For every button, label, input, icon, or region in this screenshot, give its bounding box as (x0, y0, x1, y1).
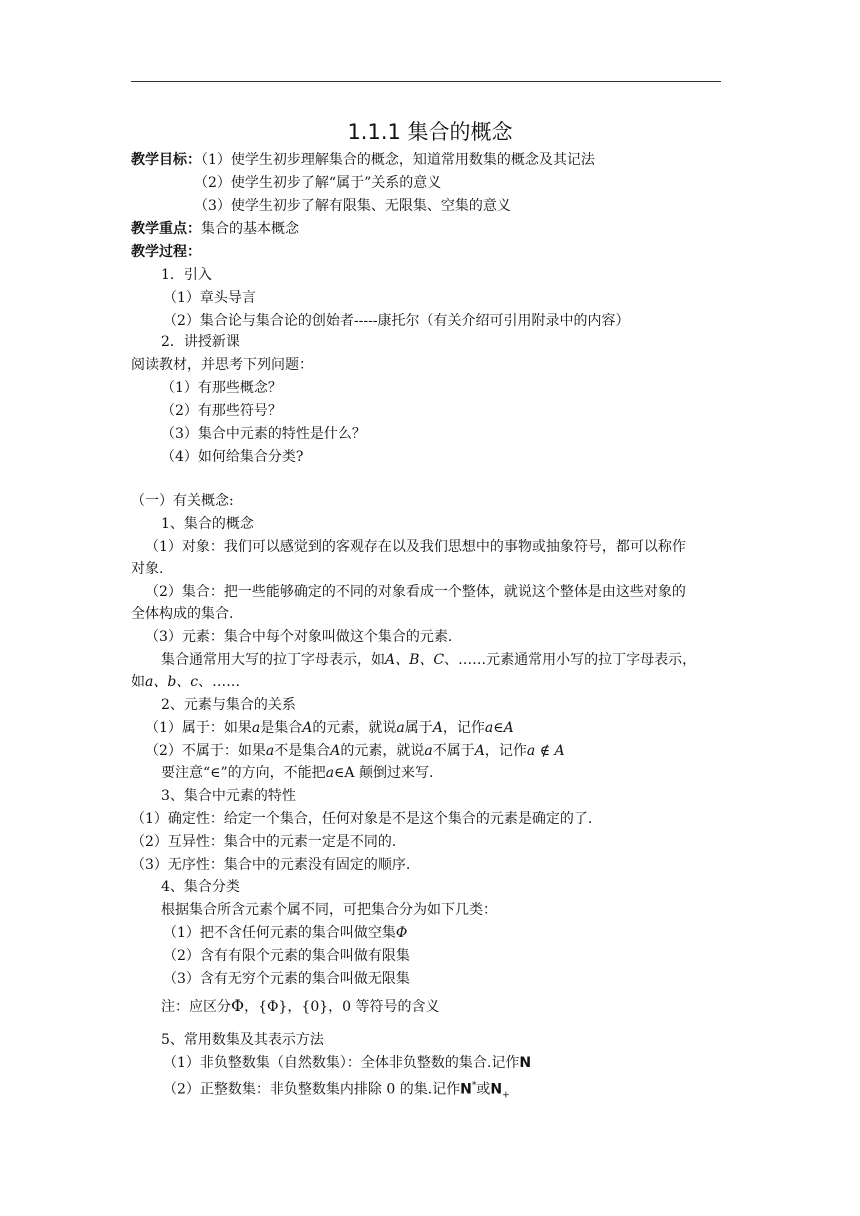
s4-note-d: {Φ} (258, 999, 288, 1015)
focus-line (131, 219, 299, 239)
belongs-d: A (302, 720, 313, 736)
s4-note-f: {0} (301, 999, 329, 1015)
s3-property-2: （2）互异性：集合中的元素一定是不同的. (131, 834, 397, 850)
s2-note-b: a (325, 765, 335, 781)
notation-text-1c: 、……元素通常用小写的拉丁字母表示， (444, 652, 697, 668)
s5-positive-symbol-2: N (490, 1081, 503, 1098)
s4-class-2: （2）含有有限个元素的集合叫做有限集 (163, 948, 410, 964)
notation-text-1a: 集合通常用大写的拉丁字母表示，如 (161, 652, 385, 668)
s5-heading: 5、常用数集及其表示方法 (161, 1032, 324, 1048)
notbelongs-a: （2）不属于：如果 (145, 743, 266, 759)
s4-class-1-symbol: Φ (395, 925, 408, 941)
belongs-c: 是集合 (260, 720, 303, 736)
notbelongs-j: a ∉ A (526, 743, 565, 759)
notation-text-1b: A、B、C (385, 652, 445, 668)
s4-note-e: ， (287, 999, 302, 1015)
notbelongs-g: 不属于 (432, 743, 475, 759)
s4-note-a: 注：应区分 (161, 999, 231, 1015)
intro-heading: 1．引入 (161, 267, 212, 283)
header-rule (131, 81, 721, 82)
notbelongs-c: 不是集合 (274, 743, 331, 759)
s2-belongs (145, 718, 514, 738)
s1-heading: 1、集合的概念 (161, 516, 254, 532)
belongs-e: 的元素，就说 (312, 720, 397, 736)
s3-property-3: （3）无序性：集合中的元素没有固定的顺序. (131, 857, 411, 873)
belongs-g: 属于 (404, 720, 433, 736)
belongs-i: ，记作 (442, 720, 485, 736)
notbelongs-e: 的元素，就说 (340, 743, 425, 759)
s5-positive-or: 或 (476, 1081, 491, 1098)
belongs-f: a (396, 720, 405, 736)
notbelongs-i: ，记作 (484, 743, 527, 759)
question-2: （2）有那些符号？ (161, 403, 282, 419)
s3-heading: 3、集合中元素的特性 (161, 788, 296, 804)
s1-object-line-1: （1）对象：我们可以感觉到的客观存在以及我们思想中的事物或抽象符号，都可以称作 (145, 539, 686, 555)
goal-1: （1）使学生初步理解集合的概念，知道常用数集的概念及其记法 (201, 152, 595, 168)
goal-2: （2）使学生初步了解“属于”关系的意义 (194, 175, 442, 191)
s2-note-a: 要注意“∈”的方向，不能把 (161, 765, 326, 781)
notbelongs-b: a (265, 743, 275, 759)
s2-note-c: ∈A 颠倒过来写. (334, 765, 434, 781)
focus-text: 集合的基本概念 (201, 221, 299, 237)
process-label: 教学过程： (131, 244, 201, 260)
s5-positive-star: * (471, 1081, 477, 1091)
s4-class-1 (163, 923, 407, 943)
notbelongs-f: a (424, 743, 433, 759)
s1-set-line-1: （2）集合：把一些能够确定的不同的对象看成一个整体，就说这个整体是由这些对象的 (145, 584, 686, 600)
s1-element: （3）元素：集合中每个对象叫做这个集合的元素. (145, 629, 453, 645)
notbelongs-h: A (474, 743, 485, 759)
notation-text-2c: 、…… (198, 674, 241, 690)
page-title: 1.1.1 集合的概念 (347, 120, 513, 144)
goals-label: 教学目标： (131, 152, 201, 168)
s5-natural-symbol: N (519, 1055, 532, 1071)
goals-line-1 (131, 150, 595, 170)
belongs-j: a∈A (484, 720, 514, 736)
s5-positive-plus: + (502, 1090, 510, 1101)
lecture-read: 阅读教材，并思考下列问题： (131, 357, 313, 373)
belongs-h: A (432, 720, 443, 736)
belongs-b: a (251, 720, 261, 736)
part1-heading: （一）有关概念: (131, 493, 234, 509)
focus-label: 教学重点： (131, 221, 201, 237)
belongs-a: （1）属于：如果 (145, 720, 252, 736)
intro-item-2: （2）集合论与集合论的创始者-----康托尔（有关介绍可引用附录中的内容） (163, 313, 630, 329)
lecture-heading: 2．讲授新课 (161, 334, 240, 350)
s1-object-line-2: 对象. (131, 561, 164, 577)
s1-notation-line-2 (131, 672, 240, 692)
s4-class-1-text: （1）把不含任何元素的集合叫做空集 (163, 925, 396, 941)
s4-class-3: （3）含有无穷个元素的集合叫做无限集 (163, 971, 410, 987)
question-3: （3）集合中元素的特性是什么？ (161, 426, 366, 442)
notation-text-2b: a、b、c (145, 674, 199, 690)
s4-heading: 4、集合分类 (161, 879, 240, 895)
question-1: （1）有那些概念？ (161, 380, 282, 396)
s3-property-1: （1）确定性：给定一个集合，任何对象是不是这个集合的元素是确定的了. (131, 811, 593, 827)
goal-3: （3）使学生初步了解有限集、无限集、空集的意义 (194, 198, 511, 214)
intro-item-1: （1）章头导言 (163, 290, 256, 306)
s5-natural (163, 1053, 531, 1073)
s5-positive-symbol-1: N (460, 1081, 472, 1098)
s5-natural-text: （1）非负整数集（自然数集）：全体非负整数的集合.记作 (163, 1055, 520, 1071)
s5-positive-text: （2）正整数集：非负整数集内排除 0 的集.记作 (163, 1081, 461, 1098)
notbelongs-d: A (330, 743, 341, 759)
s2-heading: 2、元素与集合的关系 (161, 697, 296, 713)
s2-note (161, 763, 433, 783)
s4-note-g: ，0 等符号的含义 (328, 999, 440, 1015)
s1-set-line-2: 全体构成的集合. (131, 606, 234, 622)
notation-text-2a: 如 (131, 674, 145, 690)
s4-note-c: ， (244, 999, 259, 1015)
s4-note (161, 996, 440, 1017)
s1-notation-line-1 (161, 650, 696, 670)
s2-not-belongs (145, 741, 565, 761)
question-4: （4）如何给集合分类? (161, 449, 304, 465)
s4-intro: 根据集合所含元素个属不同，可把集合分为如下几类： (161, 902, 497, 918)
s4-note-b: Φ (231, 996, 245, 1015)
s5-positive (163, 1076, 510, 1105)
